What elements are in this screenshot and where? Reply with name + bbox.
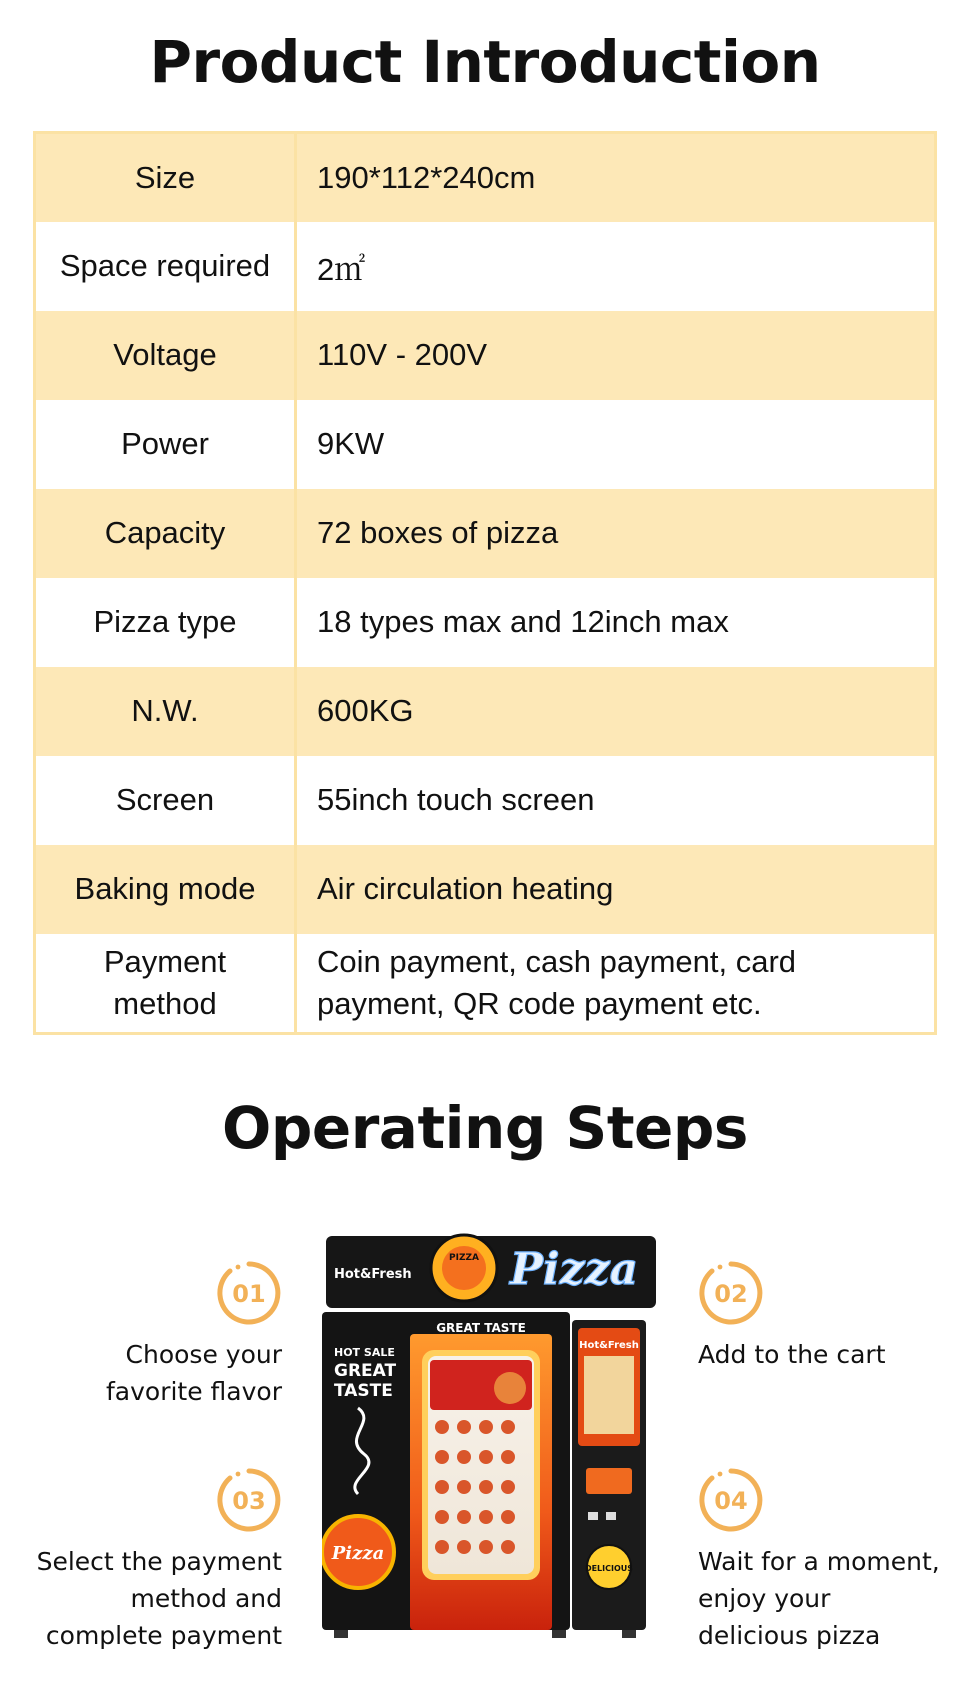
spec-value: 55inch touch screen: [296, 756, 936, 845]
spec-label: Power: [35, 400, 296, 489]
step-number-badge-01: [216, 1260, 282, 1326]
spec-label: Capacity: [35, 489, 296, 578]
machine-side-pizza-text: Pizza: [331, 1543, 385, 1564]
spec-value: 2㎡: [296, 222, 936, 311]
step-text-line: Select the payment: [36, 1547, 282, 1576]
machine-foot: [622, 1630, 636, 1638]
spec-label-line: Payment: [103, 943, 227, 979]
spec-value: [296, 934, 936, 1034]
card-reader: [588, 1512, 598, 1520]
spec-row: [35, 311, 936, 400]
step-text-line: Wait for a moment,: [698, 1547, 940, 1576]
spec-label: Baking mode: [35, 845, 296, 934]
step-text-line: complete payment: [45, 1621, 282, 1650]
spec-row: [35, 400, 936, 489]
section-title-operating-steps: Operating Steps: [222, 1094, 748, 1162]
step-number-badge-04: [698, 1467, 764, 1533]
step-number-badge-02: [698, 1260, 764, 1326]
machine-foot: [334, 1630, 348, 1638]
spec-value: 110V - 200V: [296, 311, 936, 400]
step-text-line: enjoy your: [698, 1584, 831, 1613]
spec-row: [35, 222, 936, 311]
machine-brand-text: Hot&Fresh: [334, 1267, 412, 1282]
spec-label: Screen: [35, 756, 296, 845]
spec-value: 9KW: [296, 400, 936, 489]
step-text-line: Choose your: [125, 1340, 282, 1369]
spec-value: 190*112*240cm: [296, 133, 936, 222]
spec-row: [35, 133, 936, 222]
pizza-vending-machine-image: [322, 1222, 662, 1650]
step-number-text: 04: [714, 1487, 748, 1515]
spec-row: [35, 489, 936, 578]
spec-value: 600KG: [296, 667, 936, 756]
bill-acceptor: [606, 1512, 616, 1520]
machine-side-text: GREAT: [334, 1361, 397, 1381]
step-number-text: 02: [714, 1280, 748, 1308]
step-text-line: favorite flavor: [105, 1377, 282, 1406]
section-title-product-introduction: Product Introduction: [149, 28, 821, 96]
spec-row: [35, 845, 936, 934]
step-number-text: 01: [232, 1280, 266, 1308]
step-text-04: [698, 1543, 960, 1654]
step-text-03: [30, 1543, 282, 1654]
payment-panel: [586, 1468, 632, 1494]
spec-label: Size: [35, 133, 296, 222]
step-text-02: [698, 1336, 958, 1373]
spec-row: [35, 667, 936, 756]
pizza-icon: [494, 1372, 526, 1404]
pickup-window-glass: [584, 1356, 634, 1434]
spec-label: Space required: [35, 222, 296, 311]
spec-label-line: method: [113, 985, 217, 1021]
machine-delicious-text: DELICIOUS: [584, 1564, 634, 1573]
machine-side-text: TASTE: [334, 1381, 393, 1401]
spec-label: Voltage: [35, 311, 296, 400]
spec-value-line: payment, QR code payment etc.: [317, 985, 762, 1021]
step-text-line: Add to the cart: [698, 1340, 886, 1369]
machine-foot: [552, 1630, 566, 1638]
spec-value: 18 types max and 12inch max: [296, 578, 936, 667]
spec-label: N.W.: [35, 667, 296, 756]
step-text-01: [60, 1336, 282, 1410]
spec-row: [35, 756, 936, 845]
machine-banner-text: GREAT TASTE: [436, 1321, 526, 1335]
spec-value-line: Coin payment, cash payment, card: [317, 943, 797, 979]
spec-label: Pizza type: [35, 578, 296, 667]
spec-row: [35, 578, 936, 667]
step-number-text: 03: [232, 1487, 266, 1515]
step-text-line: method and: [130, 1584, 282, 1613]
step-number-badge-03: [216, 1467, 282, 1533]
machine-right-brand-text: Hot&Fresh: [579, 1340, 639, 1351]
spec-value: Air circulation heating: [296, 845, 936, 934]
step-text-line: delicious pizza: [698, 1621, 881, 1650]
machine-side-text: HOT SALE: [334, 1346, 395, 1359]
spec-row: [35, 934, 936, 1034]
spec-value: 72 boxes of pizza: [296, 489, 936, 578]
spec-table: [33, 131, 937, 1035]
machine-badge-text: PIZZA: [449, 1253, 479, 1263]
spec-label: [35, 934, 296, 1034]
machine-sign-text: Pizza: [509, 1244, 639, 1295]
